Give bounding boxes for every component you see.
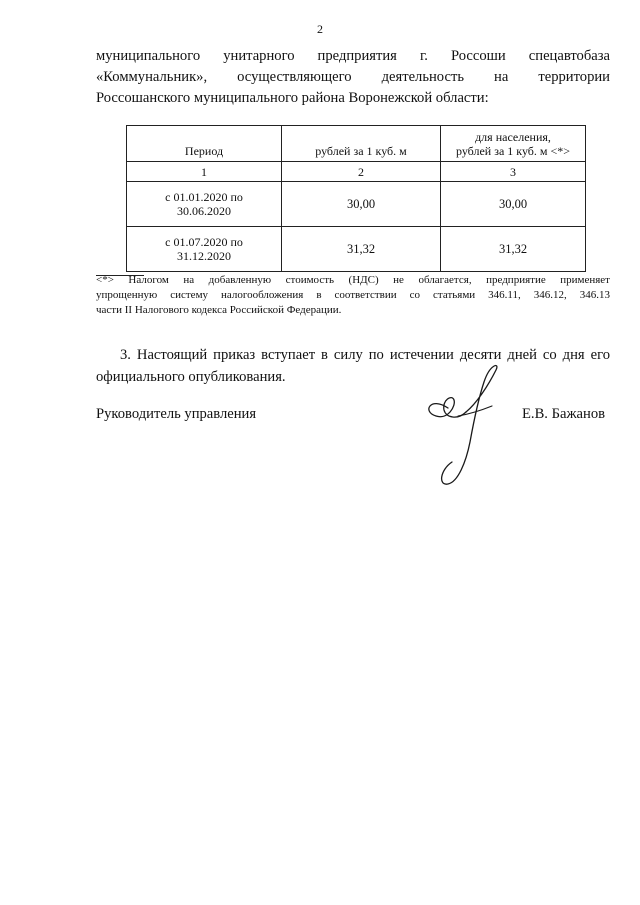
period-cell — [127, 182, 282, 227]
signatory-title: Руководитель управления — [96, 406, 257, 422]
price-cell: 31,32 — [282, 227, 441, 272]
paragraph-3 — [96, 344, 610, 388]
intro-line: Россошанского муниципального района Воронежской области: — [96, 90, 489, 106]
period-line: с 01.01.2020 по — [165, 190, 243, 204]
intro-line: муниципального унитарного предприятия г. Россоши спецавтобаза — [96, 48, 610, 64]
intro-line: «Коммунальник», осуществляющего деятельность на территории — [96, 69, 610, 85]
period-line: 30.06.2020 — [177, 204, 231, 218]
period-line: 31.12.2020 — [177, 249, 231, 263]
footnote-line: <*> Налогом на добавленную стоимость (НДС) не облагается, предприятие применяет — [96, 274, 610, 286]
header-price-population-line: для населения, — [475, 130, 551, 144]
period-cell — [127, 227, 282, 272]
paragraph-3-line: 3. Настоящий приказ вступает в силу по истечении десяти дней со дня его — [120, 347, 610, 363]
table-row — [127, 227, 586, 272]
period-line: с 01.07.2020 по — [165, 235, 243, 249]
index-cell: 1 — [127, 162, 282, 182]
index-cell: 3 — [441, 162, 586, 182]
handwritten-signature — [418, 360, 514, 490]
index-cell: 2 — [282, 162, 441, 182]
signatory-name: Е.В. Бажанов — [522, 406, 606, 422]
tariff-table — [126, 125, 586, 272]
footnote — [96, 273, 610, 318]
footnote-line: упрощенную систему налогообложения в соответствии со статьями 346.11, 346.12, 346.13 — [96, 289, 610, 301]
price-population-cell: 30,00 — [441, 182, 586, 227]
table-header-row — [127, 126, 586, 162]
header-price-population-line: рублей за 1 куб. м <*> — [455, 144, 571, 158]
table-row — [127, 182, 586, 227]
intro-paragraph — [96, 46, 610, 109]
paragraph-3-line: официального опубликования. — [96, 369, 286, 385]
footnote-line: части II Налогового кодекса Российской Федерации. — [96, 304, 342, 316]
price-population-cell: 31,32 — [441, 227, 586, 272]
table-index-row — [127, 162, 586, 182]
price-cell: 30,00 — [282, 182, 441, 227]
header-period: Период — [127, 126, 282, 162]
page-number: 2 — [317, 22, 323, 36]
header-price-population — [441, 126, 586, 162]
header-price: рублей за 1 куб. м — [282, 126, 441, 162]
